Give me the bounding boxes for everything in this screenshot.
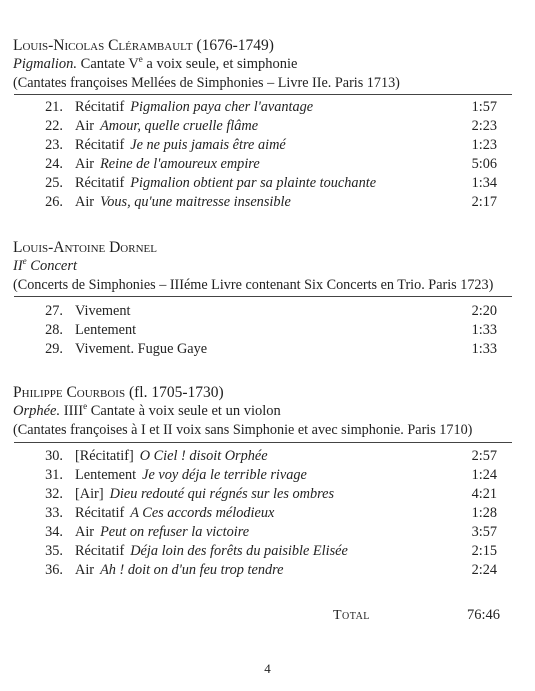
track-row [0, 561, 535, 580]
track-title: Vous, qu'une maitresse insensible [100, 194, 291, 210]
track-duration: 1:33 [471, 322, 497, 338]
work-desc-post: a voix seule, et simphonie [142, 56, 298, 72]
track-number: 21. [45, 99, 63, 115]
track-number: 30. [45, 448, 63, 464]
total-duration: 76:46 [466, 607, 500, 623]
work-title-sup: e [22, 256, 27, 266]
work-desc-pre: Cantate V [80, 56, 139, 72]
composer-name: Louis-Nicolas Clérambault [13, 37, 193, 54]
work-title-pre: II [13, 258, 23, 274]
track-row [0, 504, 535, 523]
track-duration: 1:24 [471, 467, 497, 483]
track-duration: 1:28 [471, 505, 497, 521]
page-number: 4 [264, 661, 271, 676]
track-row [0, 193, 535, 212]
track-number: 34. [45, 524, 63, 540]
work-title [13, 257, 522, 276]
track-type: Air [75, 194, 95, 210]
work-name: Pigmalion. [13, 56, 78, 72]
section-clerambault [13, 36, 522, 93]
track-row [0, 340, 535, 359]
track-duration: 4:21 [471, 486, 497, 502]
track-number: 31. [45, 467, 63, 483]
track-type: Air [75, 524, 95, 540]
track-number: 26. [45, 194, 63, 210]
track-type: [Récitatif] [75, 448, 134, 464]
section-courbois [13, 383, 522, 440]
work-desc-sup: e [83, 401, 88, 411]
track-title: Dieu redouté qui régnés sur les ombres [109, 486, 335, 502]
composer-heading [13, 238, 522, 257]
track-type: Vivement. Fugue Gaye [75, 341, 208, 357]
track-duration: 1:33 [471, 341, 497, 357]
work-desc-sup: e [138, 54, 143, 64]
track-number: 36. [45, 562, 63, 578]
composer-dates: (1676-1749) [196, 37, 274, 54]
track-row [0, 447, 535, 466]
track-title: Déja loin des forêts du paisible Elisée [130, 543, 348, 559]
track-type: Air [75, 562, 95, 578]
track-number: 33. [45, 505, 63, 521]
track-type: Récitatif [75, 505, 125, 521]
track-number: 29. [45, 341, 63, 357]
track-number: 35. [45, 543, 63, 559]
track-number: 24. [45, 156, 63, 172]
track-number: 22. [45, 118, 63, 134]
track-list-clerambault [0, 98, 535, 212]
track-row [0, 155, 535, 174]
track-type: Lentement [75, 322, 137, 338]
track-duration: 2:57 [471, 448, 497, 464]
section-divider [14, 442, 512, 443]
composer-dates: (fl. 1705-1730) [128, 384, 224, 401]
track-duration: 1:57 [471, 99, 497, 115]
track-title: Ah ! doit on d'un feu trop tendre [100, 562, 284, 578]
track-duration: 2:24 [471, 562, 497, 578]
track-type: Récitatif [75, 543, 125, 559]
track-title: O Ciel ! disoit Orphée [139, 448, 268, 464]
track-title: Je voy déja le terrible rivage [142, 467, 307, 483]
work-desc-post: Cantate à voix seule et un violon [87, 403, 281, 419]
track-number: 25. [45, 175, 63, 191]
track-row [0, 302, 535, 321]
track-number: 23. [45, 137, 63, 153]
track-title: A Ces accords mélodieux [130, 505, 275, 521]
section-dornel [13, 238, 522, 295]
track-type: Vivement [75, 303, 131, 319]
work-title-post: Concert [26, 258, 78, 274]
track-type: Récitatif [75, 175, 125, 191]
track-duration: 1:23 [471, 137, 497, 153]
composer-heading [13, 36, 522, 55]
composer-name: Philippe Courbois [13, 384, 126, 401]
work-source: (Cantates françoises à I et II voix sans Simphonie et avec simphonie. Paris 1710) [13, 422, 473, 438]
composer-heading [13, 383, 522, 402]
work-title [13, 402, 522, 421]
track-title: Peut on refuser la victoire [100, 524, 250, 540]
work-name: Orphée. [13, 403, 61, 419]
track-duration: 5:06 [471, 156, 497, 172]
track-row [0, 542, 535, 561]
track-duration: 3:57 [471, 524, 497, 540]
track-title: Reine de l'amoureux empire [100, 156, 260, 172]
section-divider [14, 296, 512, 297]
track-type: Récitatif [75, 137, 125, 153]
track-row [0, 321, 535, 340]
track-duration: 2:20 [471, 303, 497, 319]
total-label: Total [333, 608, 370, 623]
track-type: [Air] [75, 486, 104, 502]
track-number: 27. [45, 303, 63, 319]
track-list-dornel [0, 302, 535, 359]
track-number: 28. [45, 322, 63, 338]
track-type: Air [75, 118, 95, 134]
track-title: Je ne puis jamais être aimé [130, 137, 286, 153]
track-duration: 2:17 [471, 194, 497, 210]
track-title: Pigmalion obtient par sa plainte touchante [130, 175, 377, 191]
work-source: (Concerts de Simphonies – IIIéme Livre contenant Six Concerts en Trio. Paris 1723) [13, 277, 494, 293]
track-row [0, 523, 535, 542]
track-number: 32. [45, 486, 63, 502]
track-title: Amour, quelle cruelle flâme [100, 118, 259, 134]
track-row [0, 485, 535, 504]
track-type: Lentement [75, 467, 137, 483]
track-duration: 2:23 [471, 118, 497, 134]
section-divider [14, 94, 512, 95]
track-row [0, 466, 535, 485]
track-row [0, 98, 535, 117]
work-title [13, 55, 522, 74]
composer-name: Louis-Antoine Dornel [13, 239, 157, 256]
track-duration: 1:34 [471, 175, 497, 191]
track-list-courbois [0, 447, 535, 580]
track-duration: 2:15 [471, 543, 497, 559]
track-row [0, 117, 535, 136]
track-title: Pigmalion paya cher l'avantage [130, 99, 314, 115]
track-type: Air [75, 156, 95, 172]
work-desc-pre: IIII [63, 403, 84, 419]
track-type: Récitatif [75, 99, 125, 115]
track-row [0, 136, 535, 155]
track-row [0, 174, 535, 193]
work-source: (Cantates françoises Mellées de Simphonies – Livre IIe. Paris 1713) [13, 75, 400, 91]
